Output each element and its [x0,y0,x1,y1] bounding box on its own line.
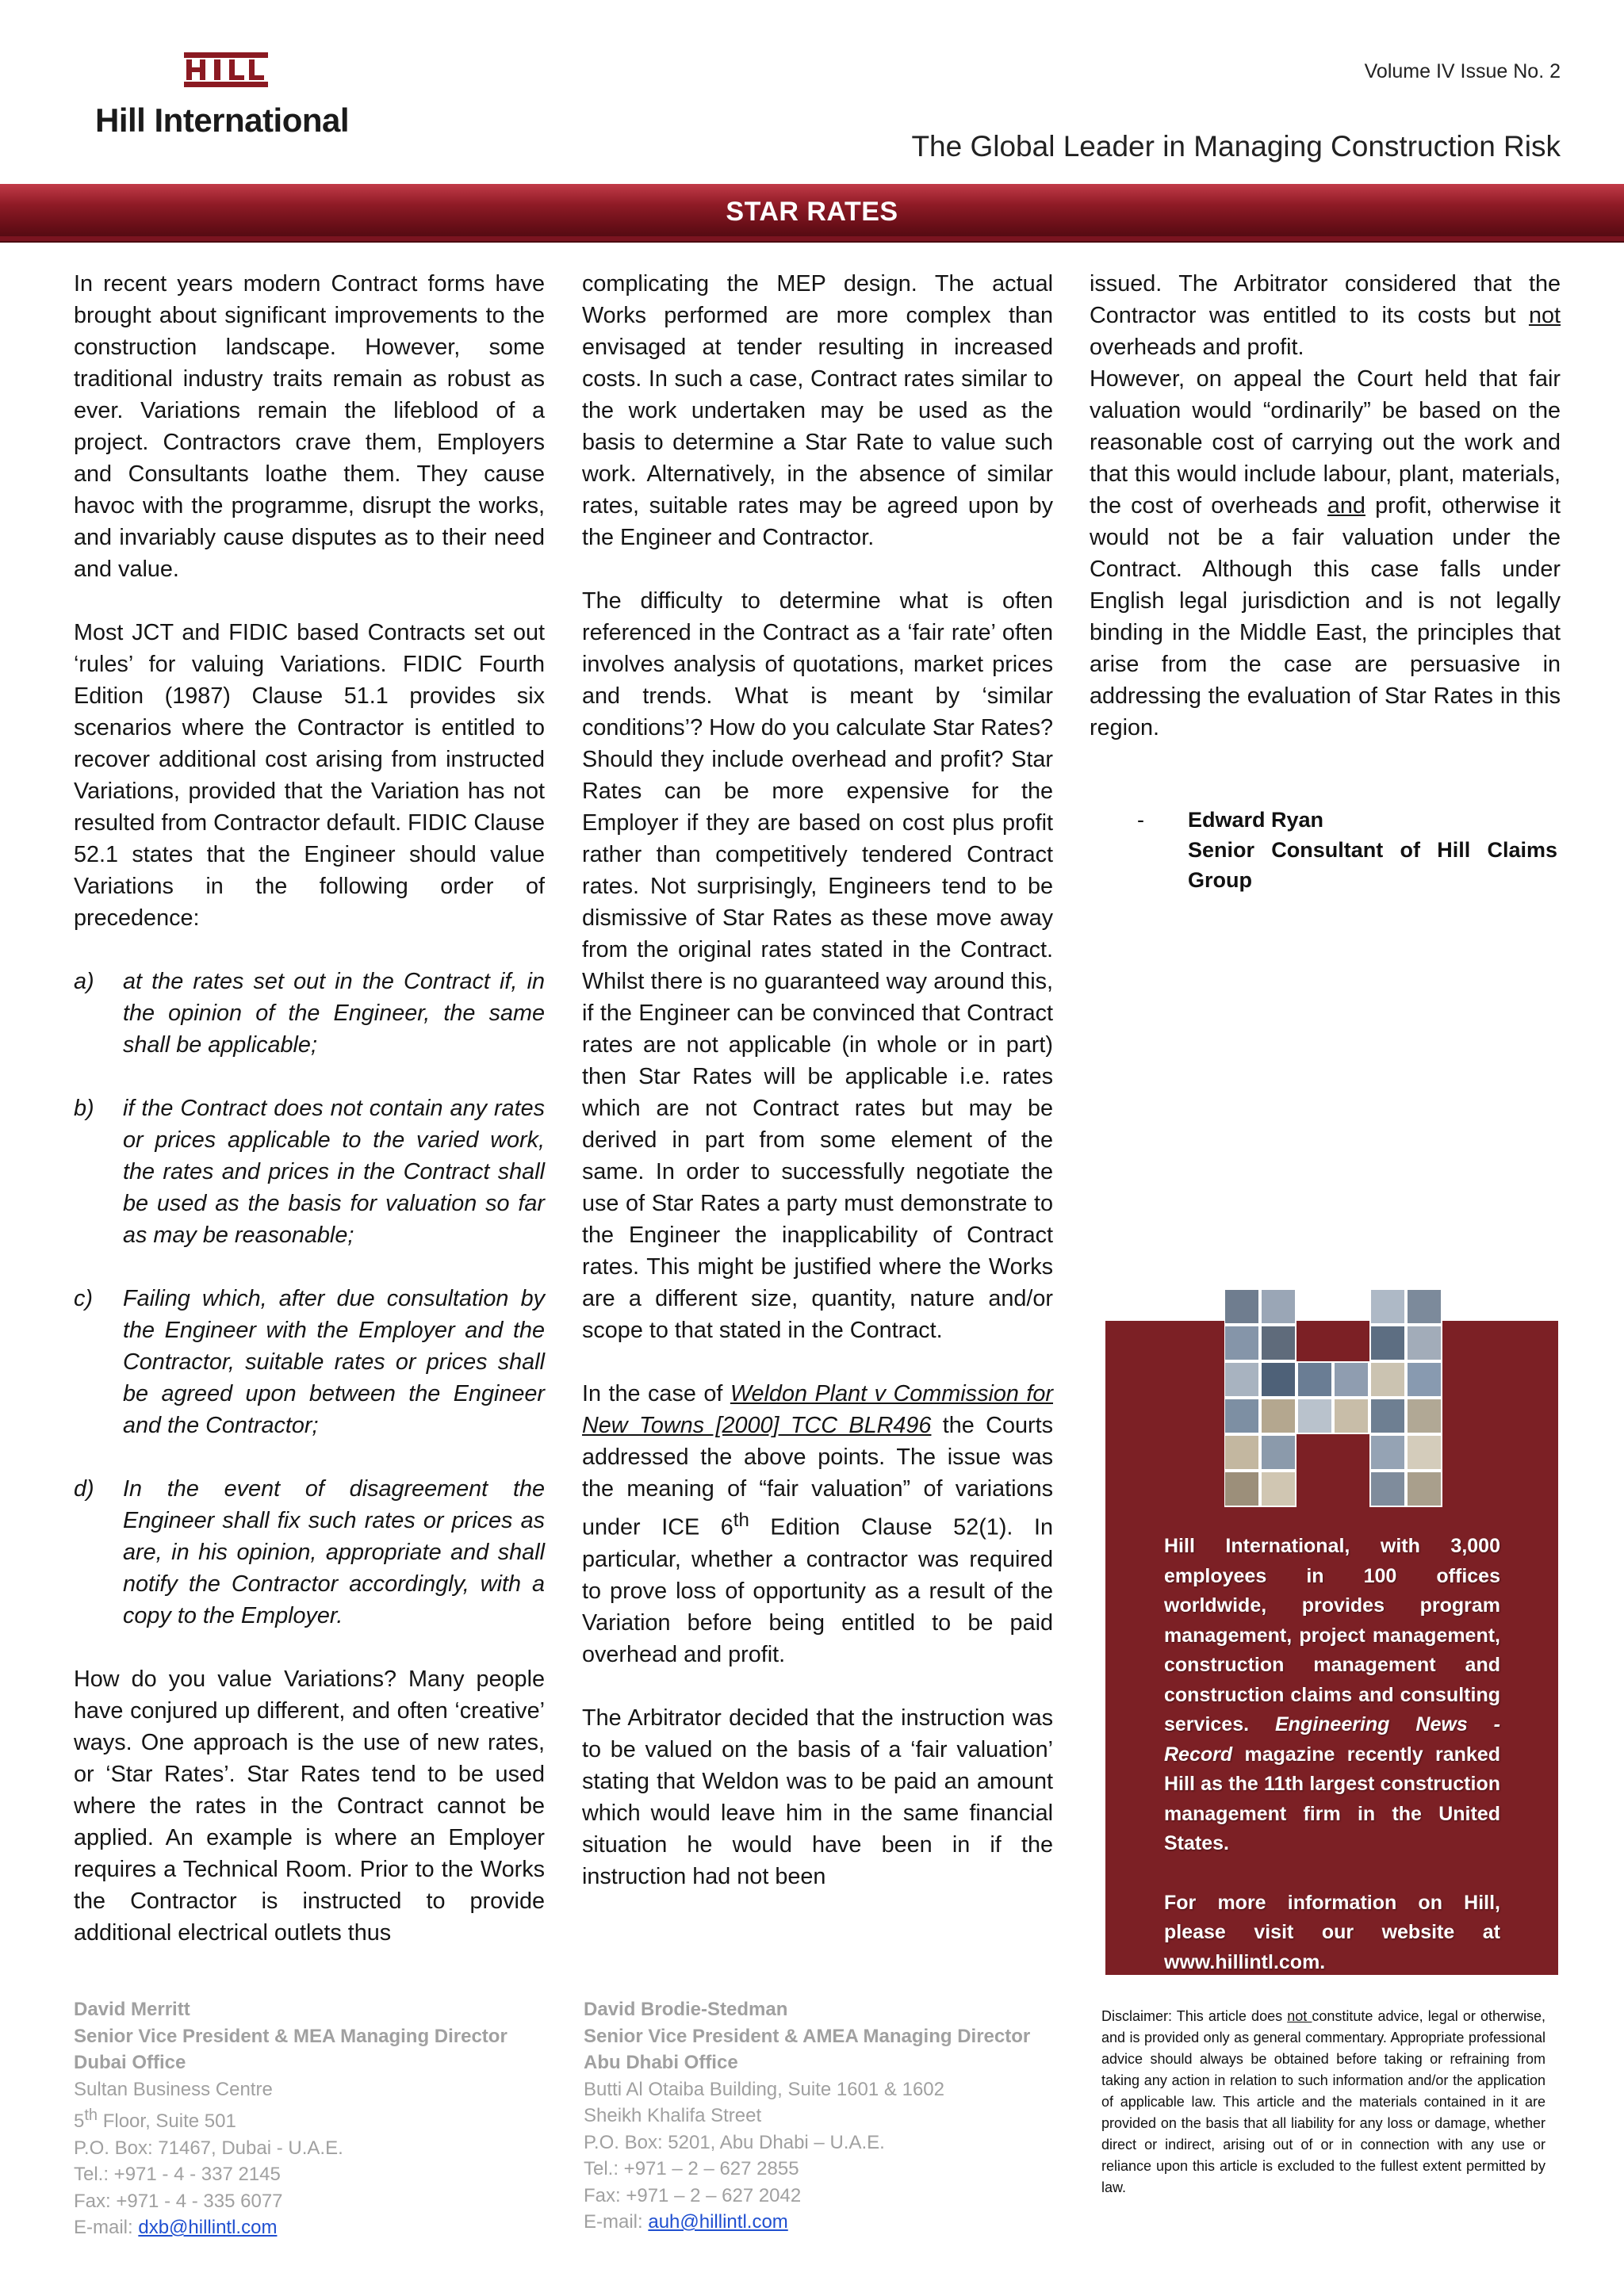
banner-divider [0,236,1624,241]
paragraph: In recent years modern Contract forms have brought about significant improvements to the construction landscape. However, some traditional industry traits remain as robust as ever. Variations remain the lifeblood of a project. Contractors crave them, Employers and Consultants loathe them. They cause havoc with the programme, disrupt the works, and invariably cause disputes as to their need and value. [74,271,545,582]
text-span: However, on appeal the Court held that fair valuation would “ordinarily” be based on the reasonable cost of carrying out the work and that this would include labour, plant, materials, the cost of overheads [1090,366,1561,519]
contact-abu-dhabi [584,1996,1059,2236]
contact-title: Senior Vice President & MEA Managing Director [74,2025,508,2047]
text-span: the Courts addressed the above points. The issue was the meaning of “fair valuation” of variations under ICE 6 [582,1413,1053,1540]
list-label: d) [74,1476,94,1502]
list-text: In the event of disagreement the Engineer shall fix such rates or prices as are, in his opinion, appropriate and shall notify the Contractor accordingly, with a copy to the Employer. [123,1476,545,1628]
promo-website-paragraph: For more information on Hill, please visit our website at www.hillintl.com. [1164,1891,1500,1973]
fax-number: Fax: +971 – 2 – 627 2042 [584,2184,802,2206]
signature-dash: - [1137,808,1144,832]
text-span: Hill International, with 3,000 employees in 100 offices worldwide, provides program management, project management, construction management and construction claims and consulting services. [1164,1535,1500,1735]
address-line [74,2103,550,2135]
address-line: Sultan Business Centre [74,2078,273,2100]
building-photo-mosaic [1224,1289,1462,1527]
text-span: In the case of [582,1381,730,1406]
office-name: Abu Dhabi Office [584,2052,738,2073]
promo-text [1164,1532,1500,1977]
address-line: Sheikh Khalifa Street [584,2105,762,2126]
contact-name: David Merritt [74,1999,190,2020]
text-span: overheads and profit. [1090,335,1304,360]
case-paragraph [582,1378,1053,1670]
emphasis-underline: and [1327,493,1365,519]
promo-paragraph [1164,1532,1500,1859]
text-span: profit, otherwise it would not be a fair valuation under the Contract. Although this case falls under English legal jurisdiction and is not legally binding in the Middle East, the principles that arise from the case are persuasive in addressing the evaluation of Star Rates in this region. [1090,493,1561,740]
issue-number: Volume IV Issue No. 2 [1364,60,1561,82]
list-item [74,1093,545,1251]
company-tagline: The Global Leader in Managing Construction Risk [911,130,1561,163]
author-name: Edward Ryan [1188,808,1324,832]
text-span: 5 [74,2110,85,2132]
office-name: Dubai Office [74,2052,186,2073]
paragraph [1090,363,1561,744]
address-line: P.O. Box: 71467, Dubai - U.A.E. [74,2137,343,2159]
list-label: b) [74,1096,94,1121]
disclaimer [1101,2006,1545,2198]
email-line [74,2214,550,2241]
address-line: Butti Al Otaiba Building, Suite 1601 & 1602 [584,2078,944,2100]
text-span: Disclaimer: This article does [1101,2008,1288,2024]
text-span: Edition Clause 52(1). In particular, whether a contractor was required to prove loss of opportunity as a result of the Variation before being entitled to be paid overhead and profit. [582,1514,1053,1667]
list-item [74,1283,545,1441]
paragraph: The difficulty to determine what is often referenced in the Contract as a ‘fair rate’ often involves analysis of quotations, market prices and trends. What is meant by ‘similar conditions’? How do you calculate Star Rates? Should they include overhead and profit? Star Rates can be more expensive for the Employer if they are based on cost plus profit rather than competitively tendered Contract rates. Not surprisingly, Engineers tend to be dismissive of Star Rates as these move away from the original rates stated in the Contract. Whilst there is no guaranteed way around this, if the Engineer can be convinced that Contract rates are not applicable (in whole or in part) then Star Rates will be applicable i.e. rates which are not Contract rates but may be derived in part from some element of the same. In order to successfully negotiate the use of Star Rates a party must demonstrate to the Engineer the inapplicability of Contract rates. This might be justified where the Works are a different size, quantity, nature and/or scope to that stated in the Contract. [582,588,1053,1343]
publication-name: Engineering News - Record [1164,1713,1500,1766]
hill-logo-mark [184,52,268,87]
article-column-3 [1090,268,1561,744]
address-line: P.O. Box: 5201, Abu Dhabi – U.A.E. [584,2131,885,2153]
contact-dubai [74,1996,550,2241]
list-text: at the rates set out in the Contract if, in the opinion of the Engineer, the same shall be applicable; [123,969,545,1058]
paragraph [1090,268,1561,363]
company-logo [95,52,365,140]
phone-number: Tel.: +971 - 4 - 337 2145 [74,2164,281,2185]
list-item [74,966,545,1061]
title-banner [0,184,1624,243]
author-title: Senior Consultant of Hill Claims Group [1188,838,1557,892]
article-title: STAR RATES [726,197,898,227]
contact-title: Senior Vice President & AMEA Managing Director [584,2025,1031,2047]
email-link[interactable]: dxb@hillintl.com [138,2217,278,2238]
superscript: th [733,1510,749,1531]
list-text: Failing which, after due consultation by the Engineer with the Employer and the Contractor, suitable rates or prices shall be agreed upon between the Engineer and the Contractor; [123,1286,545,1438]
text-span: magazine recently ranked Hill as the 11th largest construction management firm in the United States. [1164,1743,1500,1854]
emphasis-underline: not [1528,303,1561,328]
company-promo-box [1105,1321,1558,1975]
email-label: E-mail: [74,2217,139,2238]
article-column-2 [582,268,1053,1892]
fax-number: Fax: +971 - 4 - 335 6077 [74,2190,283,2212]
email-label: E-mail: [584,2211,649,2233]
paragraph: The Arbitrator decided that the instruction was to be valued on the basis of a ‘fair valuation’ stating that Weldon was to be paid an amount which would leave him in the same financial situation he would have been in if the instruction had not been [582,1705,1053,1889]
email-line [584,2209,1059,2236]
list-label: a) [74,969,94,994]
list-text: if the Contract does not contain any rates or prices applicable to the varied work, the rates and prices in the Contract shall be used as the basis for valuation so far as may be reasonable; [123,1096,545,1248]
list-label: c) [74,1286,93,1311]
emphasis-underline: not [1287,2008,1312,2024]
superscript: th [84,2107,98,2124]
paragraph: Most JCT and FIDIC based Contracts set out ‘rules’ for valuing Variations. FIDIC Fourth Edition (1987) Clause 51.1 provides six scenarios where the Contractor is entitled to recover additional cost arising from instructed Variations, provided that the Variation has not resulted from Contractor default. FIDIC Clause 52.1 states that the Engineer should value Variations in the following order of precedence: [74,620,545,931]
text-span: issued. The Arbitrator considered that the Contractor was entitled to its costs but [1090,271,1561,328]
contact-name: David Brodie-Stedman [584,1999,788,2020]
phone-number: Tel.: +971 – 2 – 627 2855 [584,2158,799,2179]
author-signature [1137,805,1557,895]
case-citation: Weldon Plant v Commission for New Towns [2000] TCC BLR496 [582,1381,1053,1438]
text-span: Floor, Suite 501 [98,2110,236,2132]
text-span: constitute advice, legal or otherwise, and is provided only as general commentary. Appropriate professional advice should always be obtained before taking or refraining from taking any action in relation to such information and/or the application of applicable law. This article and the materials contained in it are provided on the basis that all liability for any loss or damage, whether direct or indirect, arising out of or in connection with any use or reliance upon this article is excluded to the fullest extent permitted by law. [1101,2008,1546,2195]
company-name: Hill International [95,101,350,139]
paragraph: How do you value Variations? Many people have conjured up different, and often ‘creative’ ways. One approach is the use of new rates, or ‘Star Rates’. Star Rates tend to be used where the rates in the Contract cannot be applied. An example is where an Employer requires a Technical Room. Prior to the Works the Contractor is instructed to provide additional electrical outlets thus [74,1667,545,1946]
list-item [74,1473,545,1632]
email-link[interactable]: auh@hillintl.com [648,2211,788,2233]
article-column-1 [74,268,545,1949]
paragraph: complicating the MEP design. The actual Works performed are more complex than envisaged at tender resulting in increased costs. In such a case, Contract rates similar to the work undertaken may be used as the basis to determine a Star Rate to value such work. Alternatively, in the absence of similar rates, suitable rates may be agreed upon by the Engineer and Contractor. [582,271,1053,550]
